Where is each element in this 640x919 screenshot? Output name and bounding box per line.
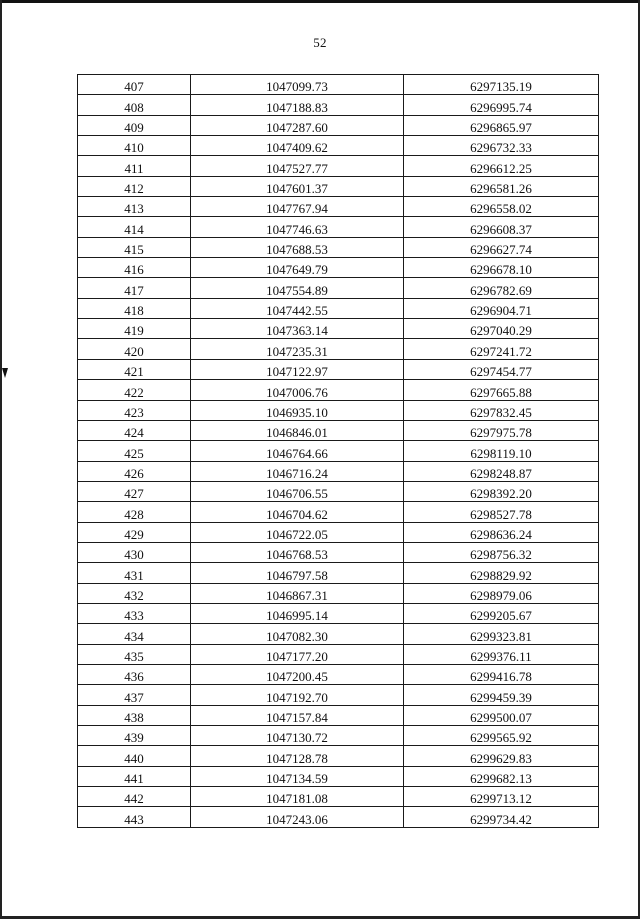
table-row: [78, 197, 599, 217]
y-coordinate-cell: 6297832.45: [404, 400, 599, 420]
y-coordinate-cell: 6296732.33: [404, 136, 599, 156]
x-coordinate-cell: 1047082.30: [191, 624, 404, 644]
table-row: [78, 664, 599, 684]
point-number-cell: 418: [78, 298, 191, 318]
point-number-cell: 437: [78, 685, 191, 705]
point-number-cell: 427: [78, 481, 191, 501]
table-row: [78, 461, 599, 481]
point-number-cell: 435: [78, 644, 191, 664]
y-coordinate-cell: 6296865.97: [404, 115, 599, 135]
x-coordinate-cell: 1046995.14: [191, 603, 404, 623]
x-coordinate-cell: 1047601.37: [191, 176, 404, 196]
x-coordinate-cell: 1047181.08: [191, 787, 404, 807]
point-number-cell: 433: [78, 603, 191, 623]
x-coordinate-cell: 1046764.66: [191, 441, 404, 461]
y-coordinate-cell: 6298756.32: [404, 542, 599, 562]
table-row: [78, 359, 599, 379]
table-row: [78, 136, 599, 156]
x-coordinate-cell: 1047688.53: [191, 237, 404, 257]
x-coordinate-cell: 1047134.59: [191, 766, 404, 786]
y-coordinate-cell: 6296627.74: [404, 237, 599, 257]
table-row: [78, 603, 599, 623]
point-number-cell: 415: [78, 237, 191, 257]
y-coordinate-cell: 6298527.78: [404, 502, 599, 522]
table-row: [78, 95, 599, 115]
y-coordinate-cell: 6296904.71: [404, 298, 599, 318]
page-left-border: [0, 0, 2, 919]
x-coordinate-cell: 1046722.05: [191, 522, 404, 542]
point-number-cell: 434: [78, 624, 191, 644]
point-number-cell: 414: [78, 217, 191, 237]
point-number-cell: 426: [78, 461, 191, 481]
point-number-cell: 432: [78, 583, 191, 603]
table-row: [78, 522, 599, 542]
table-row: [78, 237, 599, 257]
x-coordinate-cell: 1046716.24: [191, 461, 404, 481]
y-coordinate-cell: 6296608.37: [404, 217, 599, 237]
table-row: [78, 156, 599, 176]
table-row: [78, 583, 599, 603]
point-number-cell: 417: [78, 278, 191, 298]
y-coordinate-cell: 6298829.92: [404, 563, 599, 583]
x-coordinate-cell: 1047122.97: [191, 359, 404, 379]
y-coordinate-cell: 6299323.81: [404, 624, 599, 644]
x-coordinate-cell: 1046935.10: [191, 400, 404, 420]
y-coordinate-cell: 6299416.78: [404, 664, 599, 684]
y-coordinate-cell: 6299500.07: [404, 705, 599, 725]
page-top-border: [0, 0, 640, 3]
y-coordinate-cell: 6297241.72: [404, 339, 599, 359]
table-row: [78, 481, 599, 501]
y-coordinate-cell: 6299682.13: [404, 766, 599, 786]
point-number-cell: 425: [78, 441, 191, 461]
point-number-cell: 428: [78, 502, 191, 522]
scan-mark-arrow-icon: [2, 368, 8, 378]
x-coordinate-cell: 1047363.14: [191, 319, 404, 339]
table-row: [78, 420, 599, 440]
table-row: [78, 278, 599, 298]
point-number-cell: 419: [78, 319, 191, 339]
x-coordinate-cell: 1047130.72: [191, 726, 404, 746]
y-coordinate-cell: 6297454.77: [404, 359, 599, 379]
point-number-cell: 421: [78, 359, 191, 379]
point-number-cell: 441: [78, 766, 191, 786]
x-coordinate-cell: 1047177.20: [191, 644, 404, 664]
table-row: [78, 705, 599, 725]
x-coordinate-cell: 1047767.94: [191, 197, 404, 217]
point-number-cell: 443: [78, 807, 191, 827]
y-coordinate-cell: 6298636.24: [404, 522, 599, 542]
point-number-cell: 409: [78, 115, 191, 135]
x-coordinate-cell: 1047188.83: [191, 95, 404, 115]
x-coordinate-cell: 1047006.76: [191, 380, 404, 400]
y-coordinate-cell: 6296581.26: [404, 176, 599, 196]
point-number-cell: 410: [78, 136, 191, 156]
y-coordinate-cell: 6297975.78: [404, 420, 599, 440]
y-coordinate-cell: 6296678.10: [404, 258, 599, 278]
x-coordinate-cell: 1047200.45: [191, 664, 404, 684]
table-row: [78, 766, 599, 786]
table-row: [78, 176, 599, 196]
x-coordinate-cell: 1046768.53: [191, 542, 404, 562]
x-coordinate-cell: 1046846.01: [191, 420, 404, 440]
table-row: [78, 542, 599, 562]
x-coordinate-cell: 1047128.78: [191, 746, 404, 766]
table-row: [78, 502, 599, 522]
x-coordinate-cell: 1046797.58: [191, 563, 404, 583]
y-coordinate-cell: 6299376.11: [404, 644, 599, 664]
table-row: [78, 563, 599, 583]
x-coordinate-cell: 1046704.62: [191, 502, 404, 522]
table-row: [78, 380, 599, 400]
table-row: [78, 685, 599, 705]
point-number-cell: 429: [78, 522, 191, 542]
table-row: [78, 400, 599, 420]
point-number-cell: 416: [78, 258, 191, 278]
y-coordinate-cell: 6297040.29: [404, 319, 599, 339]
table-row: [78, 807, 599, 827]
point-number-cell: 431: [78, 563, 191, 583]
y-coordinate-cell: 6299734.42: [404, 807, 599, 827]
table-row: [78, 726, 599, 746]
table-row: [78, 624, 599, 644]
y-coordinate-cell: 6299629.83: [404, 746, 599, 766]
y-coordinate-cell: 6296612.25: [404, 156, 599, 176]
table-row: [78, 217, 599, 237]
y-coordinate-cell: 6298979.06: [404, 583, 599, 603]
point-number-cell: 438: [78, 705, 191, 725]
x-coordinate-cell: 1047099.73: [191, 75, 404, 95]
x-coordinate-cell: 1047157.84: [191, 705, 404, 725]
table-row: [78, 115, 599, 135]
x-coordinate-cell: 1047409.62: [191, 136, 404, 156]
y-coordinate-cell: 6298119.10: [404, 441, 599, 461]
x-coordinate-cell: 1047554.89: [191, 278, 404, 298]
x-coordinate-cell: 1047527.77: [191, 156, 404, 176]
point-number-cell: 408: [78, 95, 191, 115]
coordinates-table: [77, 74, 599, 828]
page-number: 52: [313, 35, 327, 50]
point-number-cell: 424: [78, 420, 191, 440]
x-coordinate-cell: 1047192.70: [191, 685, 404, 705]
point-number-cell: 436: [78, 664, 191, 684]
point-number-cell: 420: [78, 339, 191, 359]
x-coordinate-cell: 1047442.55: [191, 298, 404, 318]
point-number-cell: 411: [78, 156, 191, 176]
point-number-cell: 440: [78, 746, 191, 766]
point-number-cell: 442: [78, 787, 191, 807]
point-number-cell: 407: [78, 75, 191, 95]
table-row: [78, 644, 599, 664]
x-coordinate-cell: 1046867.31: [191, 583, 404, 603]
table-row: [78, 339, 599, 359]
y-coordinate-cell: 6297665.88: [404, 380, 599, 400]
point-number-cell: 422: [78, 380, 191, 400]
point-number-cell: 430: [78, 542, 191, 562]
point-number-cell: 423: [78, 400, 191, 420]
y-coordinate-cell: 6296558.02: [404, 197, 599, 217]
x-coordinate-cell: 1047235.31: [191, 339, 404, 359]
y-coordinate-cell: 6299565.92: [404, 726, 599, 746]
x-coordinate-cell: 1047287.60: [191, 115, 404, 135]
y-coordinate-cell: 6299459.39: [404, 685, 599, 705]
y-coordinate-cell: 6296782.69: [404, 278, 599, 298]
table-row: [78, 441, 599, 461]
point-number-cell: 413: [78, 197, 191, 217]
table-row: [78, 298, 599, 318]
y-coordinate-cell: 6299713.12: [404, 787, 599, 807]
table-row: [78, 75, 599, 95]
y-coordinate-cell: 6297135.19: [404, 75, 599, 95]
y-coordinate-cell: 6296995.74: [404, 95, 599, 115]
x-coordinate-cell: 1046706.55: [191, 481, 404, 501]
point-number-cell: 439: [78, 726, 191, 746]
x-coordinate-cell: 1047243.06: [191, 807, 404, 827]
table-row: [78, 258, 599, 278]
coordinates-table-body: [78, 75, 599, 828]
y-coordinate-cell: 6298248.87: [404, 461, 599, 481]
table-row: [78, 787, 599, 807]
x-coordinate-cell: 1047746.63: [191, 217, 404, 237]
point-number-cell: 412: [78, 176, 191, 196]
y-coordinate-cell: 6299205.67: [404, 603, 599, 623]
y-coordinate-cell: 6298392.20: [404, 481, 599, 501]
table-row: [78, 319, 599, 339]
table-row: [78, 746, 599, 766]
x-coordinate-cell: 1047649.79: [191, 258, 404, 278]
